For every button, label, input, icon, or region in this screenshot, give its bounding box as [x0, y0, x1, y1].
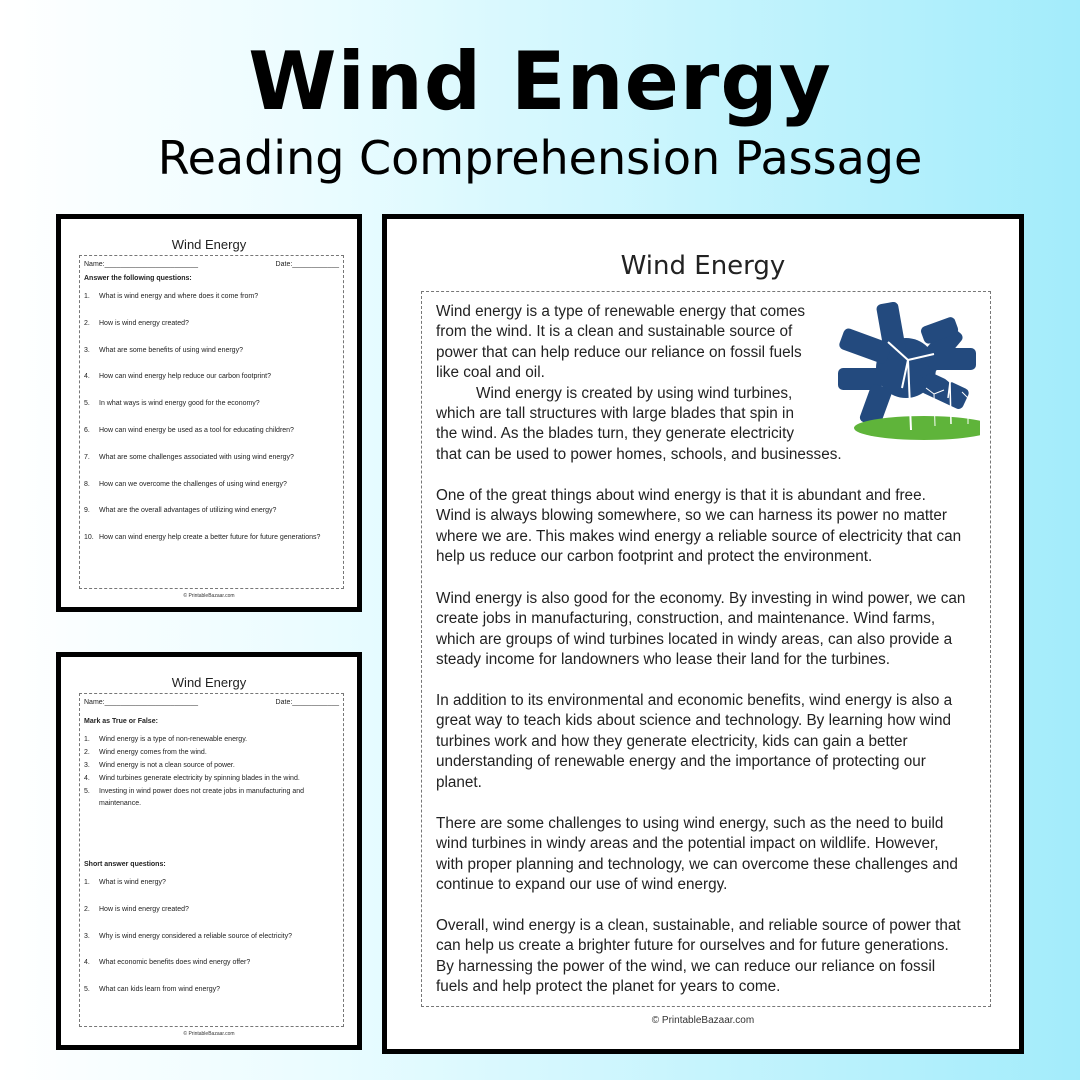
question-item [84, 534, 339, 541]
passage-line: By harnessing the power of the wind, we can reduce our reliance on fossil [436, 957, 936, 975]
passage-line: great way to teach kids about science and technology. By learning how wind [436, 712, 952, 730]
short-item [84, 906, 339, 913]
item-text: Why is wind energy considered a reliable source of electricity? [99, 932, 292, 940]
passage-line: There are some challenges to using wind energy, such as the need to build [436, 815, 944, 832]
short-item [84, 933, 339, 940]
item-number: 7. [84, 453, 90, 461]
wind-turbine-illustration [838, 302, 980, 442]
question-item [84, 507, 339, 514]
passage-line-text: which are tall structures with large blades that spin in [436, 405, 794, 422]
passage-line: can help us create a brighter future for ourselves and for future generations. [436, 937, 949, 955]
tf-item [84, 749, 339, 756]
passage-line: One of the great things about wind energy is that it is abundant and free. [436, 487, 926, 504]
item-number: 3. [84, 346, 90, 354]
passage-line: planet. [436, 773, 482, 791]
passage-line [436, 404, 794, 424]
passage-line-text: the wind. As the blades turn, they generate electricity [436, 425, 794, 443]
question-item [84, 373, 339, 380]
item-text: How can wind energy help create a better future for future generations? [99, 534, 321, 542]
item-text: Wind turbines generate electricity by spinning blades in the wind. [99, 775, 300, 782]
passage-line: continue to expand our use of wind energy. [436, 876, 728, 894]
item-number: 2. [84, 749, 90, 756]
worksheet-frame [79, 255, 344, 589]
question-item [84, 481, 339, 488]
question-item [84, 400, 339, 407]
item-text: What can kids learn from wind energy? [99, 986, 220, 994]
main-title: Wind Energy [248, 35, 832, 128]
item-number: 2. [84, 905, 90, 913]
item-number: 5. [84, 986, 90, 994]
worksheet-title: Wind Energy [171, 675, 247, 690]
short-item [84, 959, 339, 966]
short-item [84, 986, 339, 993]
item-number: 2. [84, 319, 90, 327]
passage-line: In addition to its environmental and economic benefits, wind energy is also a [436, 692, 953, 709]
name-field-label: Name:________________________ [84, 261, 199, 268]
item-text: Wind energy comes from the wind. [99, 749, 207, 756]
tf-heading [84, 718, 339, 725]
passage-line: fuels and help protect the planet for years to come. [436, 978, 781, 996]
item-number: 9. [84, 507, 90, 515]
passage-line: turbines work and how they generate electricity, kids can gain a better [436, 732, 908, 750]
passage-line [436, 445, 842, 465]
tf-item-continued [99, 800, 339, 807]
name-date-row [84, 699, 339, 706]
passage-line: help us reduce our carbon footprint and protect the environment. [436, 548, 873, 566]
item-number: 3. [84, 762, 90, 769]
item-text: Short answer questions: [84, 861, 166, 868]
instructions [84, 275, 339, 282]
passage-line: wind turbines in windy areas and the potential impact on wildlife. However, [436, 835, 939, 853]
item-number: 8. [84, 480, 90, 488]
passage-line: where we are. This makes wind energy a reliable source of electricity that can [436, 527, 962, 545]
question-item [84, 427, 339, 434]
passage-title: Wind Energy [620, 251, 786, 281]
item-number: 6. [84, 427, 90, 434]
tf-item [84, 736, 339, 743]
passage-footer: © PrintableBazaar.com [651, 1015, 755, 1026]
question-item [84, 293, 339, 300]
item-number: 4. [84, 775, 90, 782]
passage-line: Wind energy is also good for the economy. By investing in wind power, we can [436, 590, 966, 607]
item-number: 5. [84, 400, 90, 408]
passage-line: Overall, wind energy is a clean, sustainable, and reliable source of power that [436, 917, 961, 934]
item-text: What economic benefits does wind energy offer? [99, 959, 251, 967]
name-field-label: Name:________________________ [84, 699, 199, 706]
tf-item [84, 775, 339, 782]
passage-line: Wind is always blowing somewhere, so we can harness its power no matter [436, 507, 947, 525]
item-text: How can wind energy help reduce our carbon footprint? [99, 373, 271, 381]
passage-frame [421, 291, 991, 1007]
passage-page [382, 214, 1024, 1054]
passage-line [436, 424, 794, 444]
item-text: Wind energy is not a clean source of power. [99, 762, 235, 769]
tf-item [84, 762, 339, 769]
passage-line: with proper planning and technology, we can overcome these challenges and [436, 855, 958, 873]
passage-line [436, 384, 792, 404]
tf-item [84, 788, 339, 795]
short-heading [84, 861, 339, 868]
worksheet-questions-preview [56, 214, 362, 612]
passage-line: like coal and oil. [436, 364, 545, 382]
question-item [84, 347, 339, 354]
date-field-label: Date:____________ [275, 261, 339, 268]
item-text: What is wind energy and where does it come from? [99, 293, 259, 300]
item-number: 1. [84, 293, 90, 300]
item-number: 5. [84, 788, 90, 795]
worksheet-frame [79, 693, 344, 1027]
worksheet-title: Wind Energy [171, 237, 247, 252]
passage-line-text: Wind energy is created by using wind turbines, [476, 384, 793, 402]
item-number: 4. [84, 959, 90, 967]
worksheet-footer: © PrintableBazaar.com [183, 593, 235, 599]
name-date-row [84, 261, 339, 268]
item-text: What are some challenges associated with using wind energy? [99, 453, 294, 461]
item-text: What is wind energy? [99, 879, 166, 886]
item-text: Wind energy is a type of non-renewable energy. [99, 736, 248, 743]
item-text: Mark as True or False: [84, 718, 158, 725]
passage-line-text: that can be used to power homes, schools, and businesses. [436, 445, 842, 463]
item-text: Answer the following questions: [84, 275, 192, 282]
worksheet-footer: © PrintableBazaar.com [183, 1031, 235, 1037]
passage-line: power that can help reduce our reliance on fossil fuels [436, 343, 802, 361]
item-number: 1. [84, 879, 90, 886]
short-item [84, 879, 339, 886]
item-text: In what ways is wind energy good for the economy? [99, 400, 260, 408]
item-text: How is wind energy created? [99, 905, 189, 913]
date-field-label: Date:____________ [275, 699, 339, 706]
question-item [84, 320, 339, 327]
item-text: What are some benefits of using wind energy? [99, 346, 243, 354]
sub-title: Reading Comprehension Passage [157, 131, 923, 185]
passage-line: understanding of renewable energy and the importance of protecting our [436, 753, 926, 771]
item-text: How can wind energy be used as a tool for educating children? [99, 427, 294, 434]
question-item [84, 454, 339, 461]
item-number: 4. [84, 373, 90, 381]
item-text: maintenance. [99, 800, 142, 807]
item-text: How can we overcome the challenges of using wind energy? [99, 480, 287, 488]
worksheet-truefalse-preview [56, 652, 362, 1050]
item-number: 1. [84, 736, 90, 743]
passage-line: from the wind. It is a clean and sustainable source of [436, 323, 793, 341]
item-text: Investing in wind power does not create jobs in manufacturing and [99, 788, 305, 795]
item-text: How is wind energy created? [99, 319, 189, 327]
passage-line: which are groups of wind turbines located in windy areas, can also provide a [436, 630, 953, 648]
passage-line: steady income for landowners who lease their land for the turbines. [436, 651, 891, 669]
item-number: 3. [84, 932, 90, 940]
item-text: What are the overall advantages of utilizing wind energy? [99, 507, 277, 515]
passage-line: Wind energy is a type of renewable energy that comes [436, 303, 806, 320]
passage-line: create jobs in manufacturing, construction, and maintenance. Wind farms, [436, 610, 936, 628]
item-number: 10. [84, 534, 94, 542]
